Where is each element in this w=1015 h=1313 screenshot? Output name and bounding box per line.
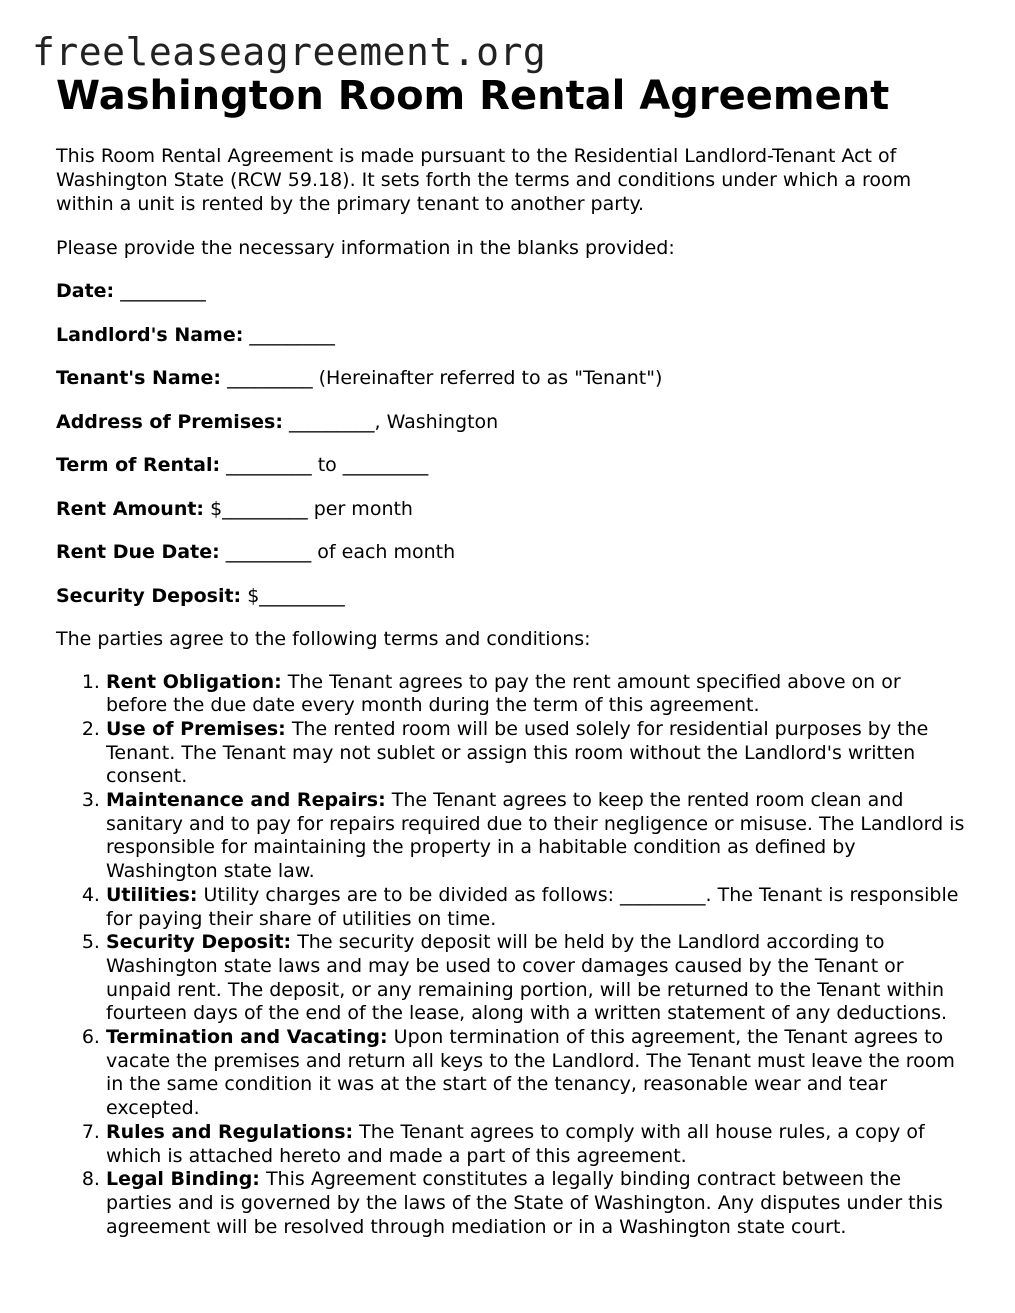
term-text: The Tenant agrees to comply with all house rules, a copy of which is attached hereto and made a part of this agreement. <box>106 1120 925 1167</box>
term-item-legal-binding <box>106 1168 966 1239</box>
field-label: Tenant's Name: <box>56 367 222 389</box>
term-heading: Rules and Regulations: <box>106 1120 354 1143</box>
field-blank: $_________ per month <box>210 497 413 520</box>
term-text: This Agreement constitutes a legally binding contract between the parties and is governed by the laws of the State of Washington. Any disputes under this agreement will be resolved through mediation or in a Washington state court. <box>106 1168 943 1238</box>
field-label: Landlord's Name: <box>56 323 244 346</box>
field-security-deposit <box>56 584 966 608</box>
term-heading: Legal Binding: <box>106 1168 260 1191</box>
term-item-utilities <box>106 884 966 931</box>
field-tenant-name <box>56 366 966 390</box>
field-blank: $_________ <box>247 584 345 607</box>
term-heading: Termination and Vacating: <box>106 1026 388 1049</box>
term-text: The rented room will be used solely for residential purposes by the Tenant. The Tenant may not sublet or assign this room without the Landlord's written consent. <box>106 717 929 788</box>
field-blank: _________ (Hereinafter referred to as "Tenant") <box>227 367 663 389</box>
terms-intro: The parties agree to the following terms and conditions: <box>56 628 591 650</box>
field-blank: _________ to _________ <box>226 454 429 476</box>
term-text: The Tenant agrees to keep the rented room clean and sanitary and to pay for repairs required due to their negligence or misuse. The Landlord is responsible for maintaining the property in a habitable condition as defined by Washington state law. <box>106 789 965 883</box>
field-date <box>56 279 966 303</box>
field-landlord-name <box>56 323 966 347</box>
term-item-rules <box>106 1121 966 1168</box>
field-label: Security Deposit: <box>56 584 242 607</box>
term-item-use-of-premises <box>106 718 966 789</box>
term-text: Utility charges are to be divided as follows: _________. The Tenant is responsible for paying their share of utilities on time. <box>106 883 959 930</box>
field-label: Date: <box>56 280 115 302</box>
document-body <box>56 144 966 1239</box>
field-address <box>56 410 966 434</box>
field-label: Term of Rental: <box>56 454 221 476</box>
field-blank: _________, Washington <box>288 410 499 433</box>
field-label: Rent Amount: <box>56 497 205 520</box>
field-rent-due-date <box>56 540 966 564</box>
intro-paragraph: This Room Rental Agreement is made pursuant to the Residential Landlord-Tenant Act of Washington State (RCW 59.18). It sets forth the terms and conditions under which a room within a unit is rented by the primary tenant to another party. <box>56 145 912 215</box>
term-item-maintenance <box>106 789 966 884</box>
site-watermark: freeleaseagreement.org <box>32 30 547 74</box>
term-heading: Security Deposit: <box>106 931 292 954</box>
field-blank: _________ of each month <box>225 541 456 563</box>
document-title: Washington Room Rental Agreement <box>56 73 890 119</box>
terms-list <box>56 671 966 1240</box>
term-item-rent-obligation <box>106 671 966 718</box>
term-heading: Utilities: <box>106 883 198 906</box>
term-text: Upon termination of this agreement, the Tenant agrees to vacate the premises and return all keys to the Landlord. The Tenant must leave the room in the same condition it was at the start of the tenancy, reasonable wear and tear excepted. <box>106 1026 955 1120</box>
term-heading: Use of Premises: <box>106 717 286 740</box>
term-text: The Tenant agrees to pay the rent amount specified above on or before the due date every month during the term of this agreement. <box>106 670 901 717</box>
field-blank: _________ <box>249 323 335 346</box>
field-label: Rent Due Date: <box>56 541 220 563</box>
field-label: Address of Premises: <box>56 410 283 433</box>
term-text: The security deposit will be held by the Landlord according to Washington state laws and may be used to cover damages caused by the Tenant or unpaid rent. The deposit, or any remaining portion, will be returned to the Tenant within fourteen days of the end of the lease, along with a written statement of any deductions. <box>106 931 948 1025</box>
term-heading: Maintenance and Repairs: <box>106 789 386 812</box>
field-term <box>56 453 966 477</box>
instruction-paragraph: Please provide the necessary information in the blanks provided: <box>56 236 675 259</box>
term-heading: Rent Obligation: <box>106 670 282 693</box>
term-item-security-deposit <box>106 931 966 1026</box>
field-blank: _________ <box>120 280 206 302</box>
term-item-termination <box>106 1026 966 1121</box>
field-rent-amount <box>56 497 966 521</box>
